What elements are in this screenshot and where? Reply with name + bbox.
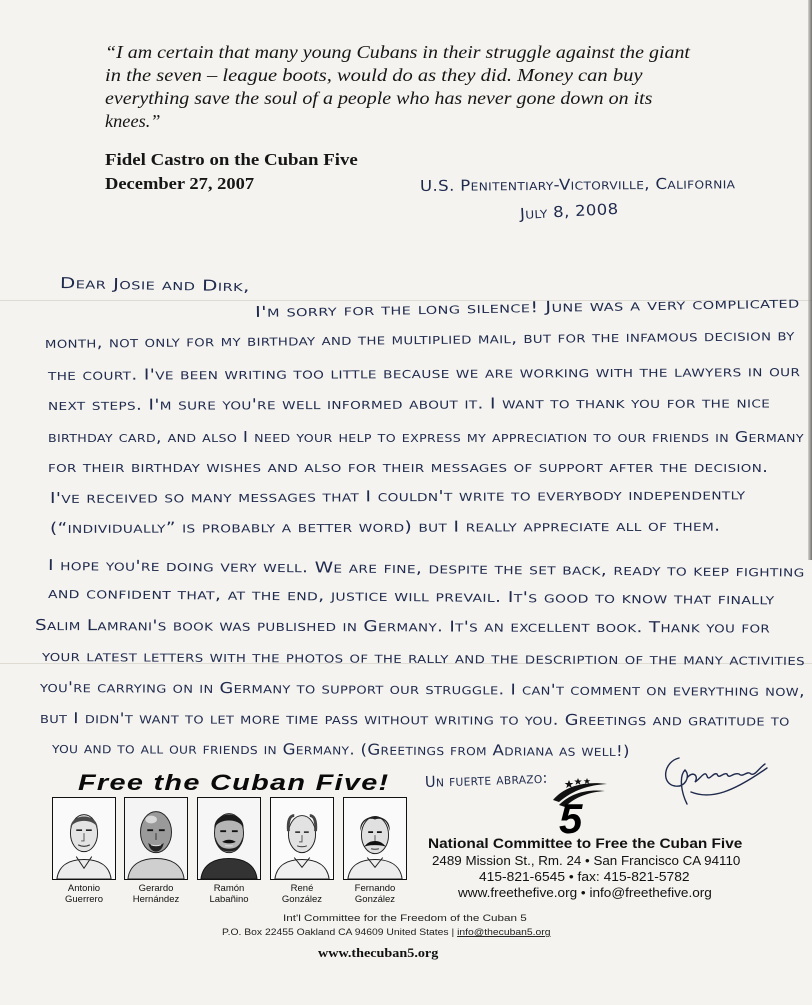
letter-body-line: I'm sorry for the long silence! June was a very complicated (254, 293, 800, 321)
letter-body-line: for their birthday wishes and also for their messages of support after the decision. (48, 458, 769, 476)
intl-committee-address-line (222, 926, 550, 938)
prisoner-first-name: René (290, 883, 314, 894)
prisoner-name (116, 883, 196, 905)
letter-body-line: I hope you're doing very well. We are fine, despite the set back, ready to keep fighting (47, 556, 805, 581)
national-committee-phones: 415-821-6545 • fax: 415-821-5782 (479, 870, 690, 884)
quote-date: December 27, 2007 (105, 174, 255, 193)
letter-body-line: birthday card, and also I need your help to express my appreciation to our friends in Germany (48, 428, 804, 446)
letter-body-line: Salim Lamrani's book was published in Germany. It's an excellent book. Thank you for (34, 616, 771, 637)
prisoner-first-name: Fernando (354, 883, 396, 894)
letter-salutation: Dear Josie and Dirk, (59, 274, 250, 296)
letter-body-line: the court. I've been writing too little because we are working with the lawyers in our (47, 362, 801, 384)
letter-closing: Un fuerte abrazo: (424, 768, 548, 791)
intl-committee-website[interactable]: www.thecuban5.org (318, 946, 439, 960)
quote-author: Fidel Castro on the Cuban Five (105, 150, 358, 169)
letter-body-line: month, not only for my birthday and the multiplied mail, but for the infamous decision by (44, 326, 795, 352)
national-committee-web: www.freethefive.org • info@freethefive.org (458, 886, 712, 900)
logo-numeral: 5 (559, 795, 583, 834)
letter-body-line: you and to all our friends in Germany. (Greetings from Adriana as well!) (51, 739, 630, 761)
intl-committee-email[interactable]: info@thecuban5.org (457, 927, 551, 937)
letter-body-line: (“individually” is probably a better word) but I really appreciate all of them. (49, 516, 721, 537)
prisoner-first-name: Ramón (213, 883, 245, 894)
prisoner-last-name: González (354, 894, 396, 905)
letter-date: July 8, 2008 (519, 199, 619, 223)
national-committee-address: 2489 Mission St., Rm. 24 • San Francisco CA 94110 (432, 854, 741, 868)
letter-body-line: I've received so many messages that I couldn't write to everybody independently (49, 485, 746, 507)
letter-body-line: but I didn't want to let more time pass without writing to you. Greetings and gratitude to (39, 709, 790, 730)
prisoner-last-name: González (281, 894, 323, 905)
portrait-gerardo-hernandez (124, 797, 188, 880)
portrait-antonio-guerrero (52, 797, 116, 880)
prisoner-name (189, 883, 269, 905)
national-committee-name: National Committee to Free the Cuban Five (428, 835, 743, 851)
prisoner-last-name: Guerrero (64, 894, 103, 905)
quote-line: in the seven – league boots, would do as they did. Money can buy (105, 65, 643, 85)
portrait-fernando-gonzalez (343, 797, 407, 880)
signature (655, 748, 775, 810)
prisoner-name (335, 883, 415, 905)
letter-body-line: you're carrying on in Germany to support our struggle. I can't comment on everything now, (39, 678, 806, 701)
prisoner-last-name: Labañino (209, 894, 249, 905)
prisoner-name (44, 883, 124, 905)
portrait-rene-gonzalez (270, 797, 334, 880)
prisoner-last-name: Hernández (132, 894, 180, 905)
letter-location: U.S. Penitentiary-Victorville, California (419, 174, 736, 195)
quote-line: everything save the soul of a people who has never gone down on its (105, 88, 653, 108)
letter-body-line: next steps. I'm sure you're well informed about it. I want to thank you for the nice (47, 393, 771, 414)
quote-line: knees.” (105, 111, 161, 131)
prisoner-name (262, 883, 342, 905)
intl-committee-address: P.O. Box 22455 Oakland CA 94609 United States (222, 927, 449, 937)
campaign-slogan: Free the Cuban Five! (78, 770, 390, 795)
quote-line: “I am certain that many young Cubans in their struggle against the giant (105, 42, 690, 62)
scan-edge-shadow (808, 0, 812, 560)
separator: | (451, 927, 455, 937)
prisoner-first-name: Antonio (67, 883, 101, 894)
intl-committee-name: Int'l Committee for the Freedom of the Cuban 5 (283, 913, 527, 923)
cuban-five-logo (545, 778, 609, 834)
prisoner-first-name: Gerardo (138, 883, 174, 894)
portrait-ramon-labanino (197, 797, 261, 880)
letter-body-line: and confident that, at the end, justice will prevail. It's good to know that finally (47, 584, 775, 609)
letter-body-line: your latest letters with the photos of the rally and the description of the many activities (41, 647, 805, 669)
